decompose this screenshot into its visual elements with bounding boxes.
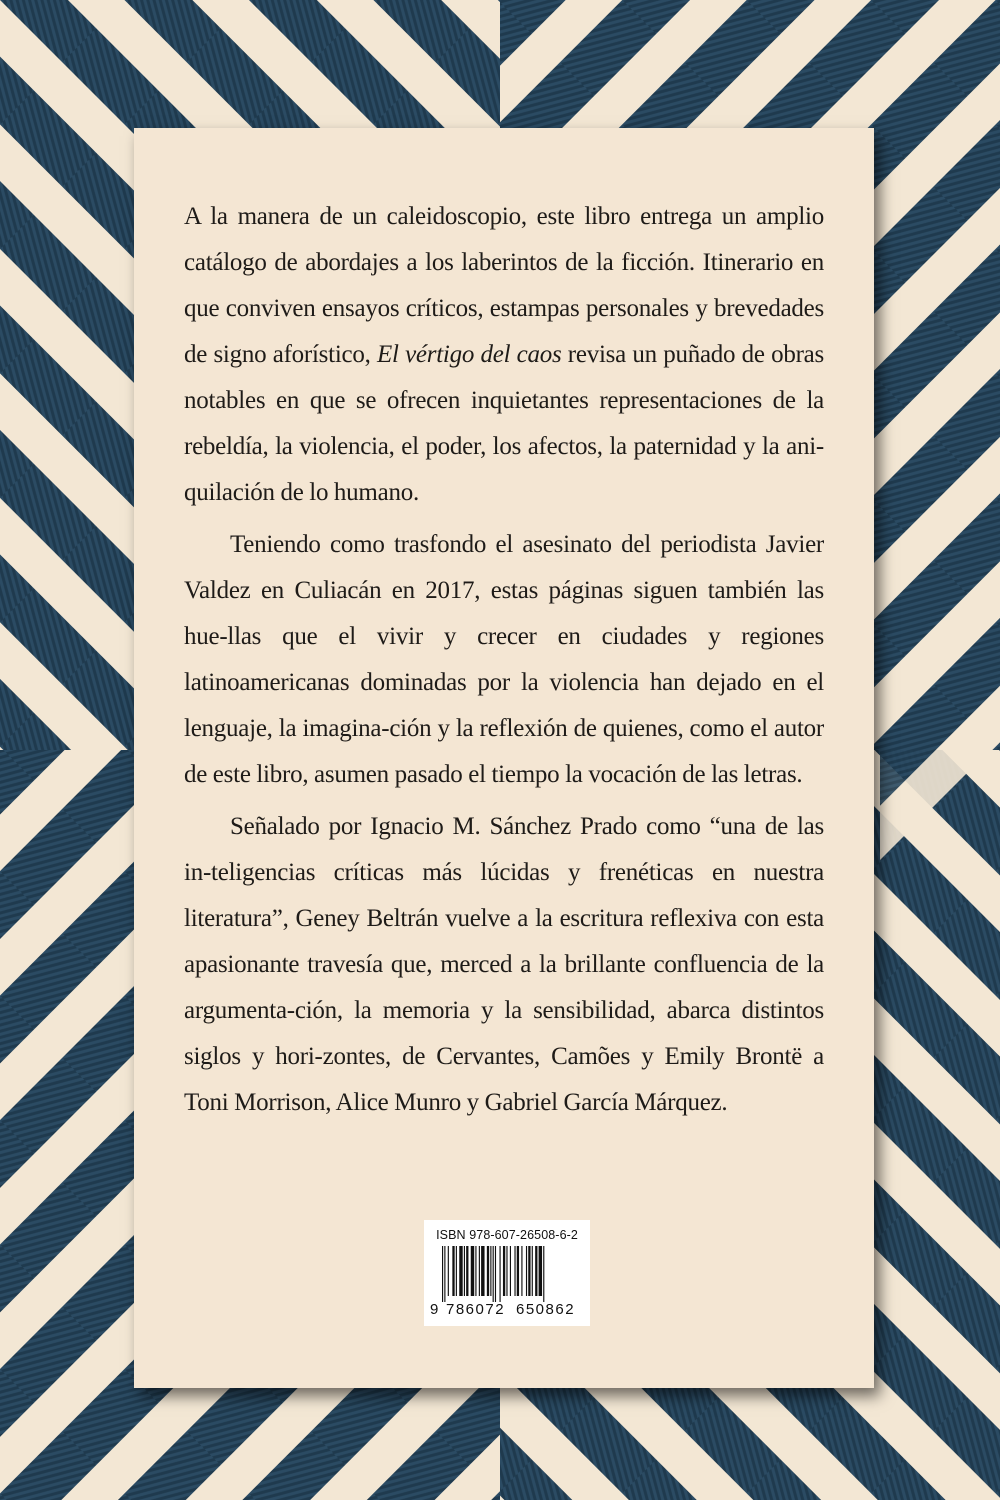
barcode-digits-left: 786072 bbox=[446, 1301, 506, 1318]
barcode-digits-right: 650862 bbox=[516, 1301, 576, 1318]
barcode-bars bbox=[432, 1246, 582, 1302]
barcode-bar bbox=[500, 1246, 501, 1302]
barcode-bar bbox=[452, 1246, 454, 1296]
barcode-bar bbox=[464, 1246, 465, 1296]
barcode-bar bbox=[495, 1246, 496, 1302]
barcode-bar bbox=[543, 1246, 544, 1302]
barcode-bar bbox=[514, 1246, 515, 1296]
barcode-bar bbox=[475, 1246, 476, 1296]
barcode-bar bbox=[526, 1246, 527, 1296]
barcode-bar bbox=[521, 1246, 522, 1296]
barcode-digits bbox=[428, 1301, 586, 1319]
synopsis-paragraph-3: Señalado por Ignacio M. Sánchez Prado como “una de las in-teligencias críticas más lúcidas y frenéticas en nuestra literatura”, Geney Beltrán vuelve a la escritura reflexiva con esta apasionante travesía que, merced a la brillante confluencia de la argumenta-ción, la memoria y la sensibilidad, abarca distintos siglos y hori-zontes, de Cervantes, Camões y Emily Brontë a Toni Morrison, Alice Munro y Gabriel García Márquez. bbox=[184, 813, 824, 1116]
barcode-bar bbox=[493, 1246, 494, 1302]
barcode-bar bbox=[510, 1246, 511, 1296]
barcode-bar bbox=[487, 1246, 489, 1296]
barcode-bar bbox=[539, 1246, 542, 1296]
synopsis-paragraph-1 bbox=[184, 194, 824, 516]
barcode-bar bbox=[532, 1246, 533, 1296]
barcode-bar bbox=[466, 1246, 468, 1296]
barcode-bar bbox=[448, 1246, 449, 1296]
barcode-bar bbox=[456, 1246, 457, 1296]
isbn-barcode bbox=[424, 1220, 590, 1326]
barcode-bar bbox=[471, 1246, 474, 1296]
back-cover-panel bbox=[134, 128, 874, 1388]
barcode-bar bbox=[506, 1246, 507, 1296]
barcode-bar bbox=[517, 1246, 519, 1296]
synopsis-paragraph-2: Teniendo como trasfondo el asesinato del periodista Javier Valdez en Culiacán en 2017, estas páginas siguen también las hue-llas que el vivir y crecer en ciudades y regiones latinoamericanas dominadas por la violencia han dejado en el lenguaje, la imagina-ción y la reflexión de quienes, como el autor de este libro, asumen pasado el tiempo la vocación de las letras. bbox=[184, 531, 824, 788]
barcode-digit-first: 9 bbox=[430, 1301, 439, 1318]
paragraph-1-text-start: A la manera de un caleidoscopio, este libro entrega un amplio catálogo de abordajes a los laberintos de la ficción. Itinerario en que conviven ensayos críticos, estampas personales y brevedades de signo aforístico, bbox=[184, 203, 824, 368]
isbn-label: ISBN 978-607-26508-6-2 bbox=[436, 1228, 578, 1242]
barcode-bar bbox=[503, 1246, 505, 1296]
barcode-bar bbox=[528, 1246, 530, 1296]
barcode-bar bbox=[490, 1246, 491, 1296]
synopsis-text bbox=[184, 194, 824, 1126]
barcode-bar bbox=[442, 1246, 443, 1302]
barcode-bar bbox=[479, 1246, 480, 1296]
barcode-bar bbox=[535, 1246, 537, 1296]
barcode-bar bbox=[481, 1246, 484, 1296]
barcode-bar bbox=[444, 1246, 445, 1302]
barcode-bar bbox=[459, 1246, 462, 1296]
paragraph-1-text-end: revisa un puñado de obras notables en que se ofrecen inquietantes representaciones de la rebeldía, la violencia, el poder, los afectos, la paternidad y la ani-quilación de lo humano. bbox=[184, 341, 824, 506]
book-title: El vértigo del caos bbox=[377, 341, 562, 368]
